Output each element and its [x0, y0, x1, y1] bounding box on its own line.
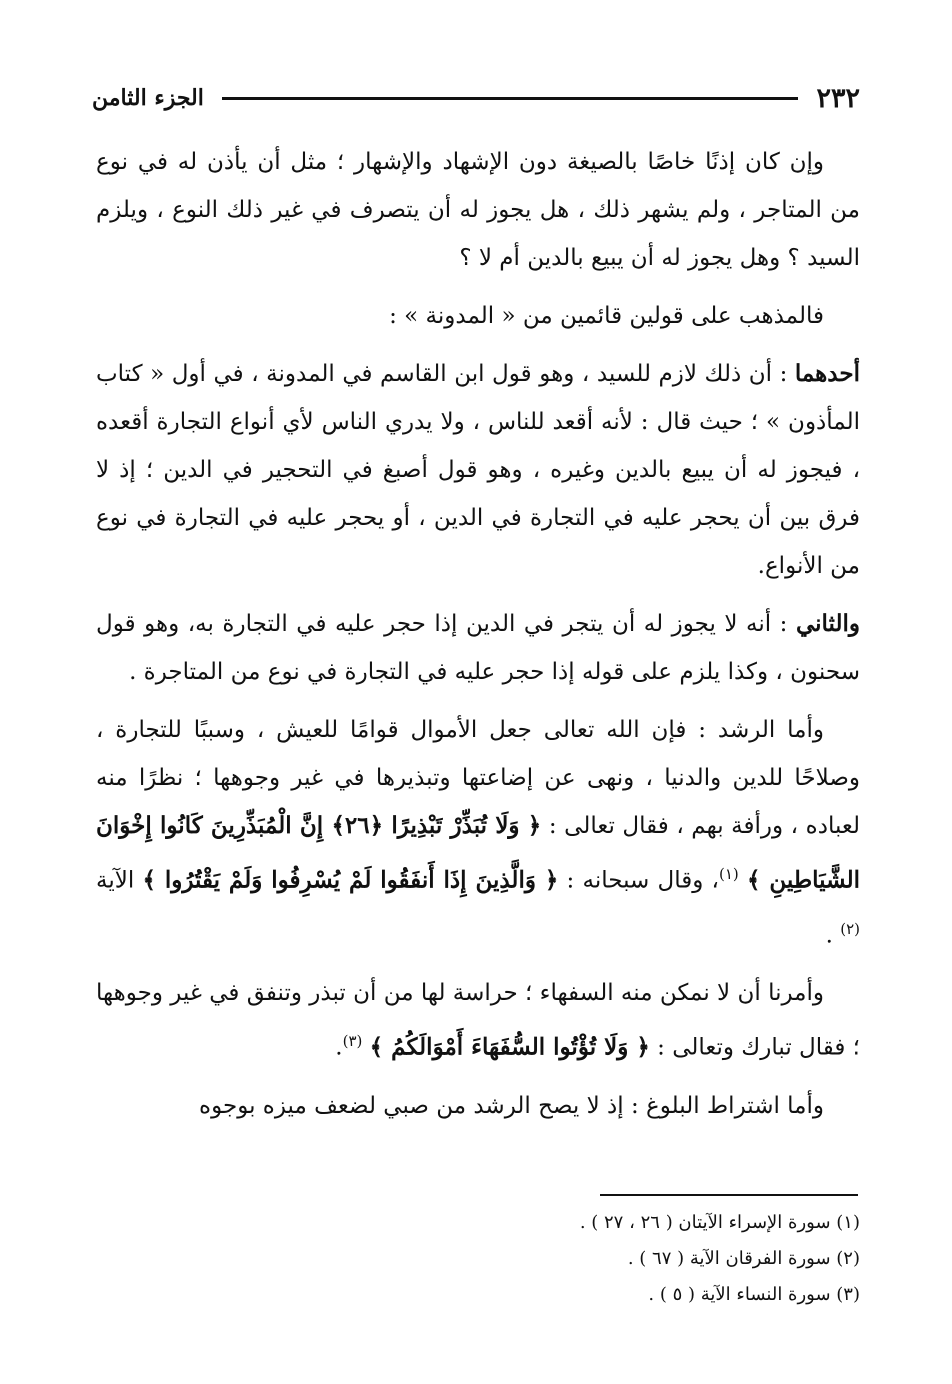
page-header [92, 78, 860, 118]
footnotes [96, 1205, 860, 1313]
paragraph [96, 706, 860, 959]
paragraph [96, 600, 860, 696]
footnote-ref: (٢) [840, 919, 860, 938]
quran-verse: ﴿ وَلَا تُؤْتُوا السُّفَهَاءَ أَمْوَالَكُمُ ﴾ [369, 1033, 650, 1061]
footnote-ref: (٣) [342, 1032, 363, 1051]
footnote-ref: (١) [718, 865, 739, 883]
paragraph [96, 292, 860, 340]
header-rule [222, 97, 799, 100]
paragraph [96, 1082, 860, 1130]
paragraph-text: . [335, 1034, 343, 1061]
page-number: ٢٣٢ [816, 82, 860, 114]
footnote: (٢) سورة الفرقان الآية ( ٦٧ ) . [627, 1248, 860, 1269]
paragraph-lead: والثاني [795, 610, 860, 637]
paragraph-text: الآية [96, 867, 143, 894]
quran-verse: ﴿ وَلَا تُبَذِّرْ تَبْذِيرًا ﴿٢٦﴾ إِنَّ الْمُبَذِّرِينَ كَانُوا إِخْوَانَ الشَّيَاطِينِ ﴾ [96, 812, 860, 894]
paragraph-lead: أحدهما [794, 360, 860, 387]
paragraph [96, 138, 860, 282]
paragraph [96, 350, 860, 590]
part-title: الجزء الثامن [92, 85, 204, 111]
main-text [96, 138, 860, 1140]
footnote: (١) سورة الإسراء الآيتان ( ٢٦ ، ٢٧ ) . [579, 1212, 860, 1233]
paragraph-text: : أن ذلك لازم للسيد ، وهو قول ابن القاسم في المدونة ، في أول « كتاب المأذون » ؛ حيث قال : لأنه أقعد للناس ، ولا يدري الناس لأي أنواع التجارة أقعده ، فيجوز له أن يبيع بالدين وغيره ، وهو قول أصبغ في التحجير في الدين ؛ إذ لا فرق بين أن يحجر عليه في التجارة في الدين ، أو يحجر عليه في التجارة في نوع من الأنواع. [96, 361, 860, 579]
paragraph-text: وأما اشتراط البلوغ : إذ لا يصح الرشد من صبي لضعف ميزه بوجوه [199, 1092, 824, 1119]
paragraph-text: . [825, 922, 841, 949]
footnote-rule [600, 1194, 858, 1196]
paragraph-text: وإن كان إذنًا خاصًا بالصيغة دون الإشهاد والإشهار ؛ مثل أن يأذن له في نوع من المتاجر ، ولم يشهر ذلك ، هل يجوز له أن يتصرف في غير ذلك النوع ، ويلزم السيد ؟ وهل يجوز له أن يبيع بالدين أم لا ؟ [96, 149, 860, 271]
paragraph [96, 969, 860, 1072]
paragraph-text: وأمرنا أن لا نمكن منه السفهاء ؛ حراسة لها من أن تبذر وتنفق في غير وجوهها ؛ فقال تبارك وتعالى : [96, 980, 860, 1061]
paragraph-text: : أنه لا يجوز له أن يتجر في الدين إذا حجر عليه في التجارة به، وهو قول سحنون ، وكذا يلزم على قوله إذا حجر عليه في التجارة في نوع من المتاجرة . [96, 611, 860, 685]
paragraph-text: وأما الرشد : فإن الله تعالى جعل الأموال قوامًا للعيش ، وسببًا للتجارة ، وصلاحًا للدين والدنيا ، ونهى عن إضاعتها وتبذيرها في غير وجوهها ؛ نظرًا منه لعباده ، ورأفة بهم ، فقال تعالى : [96, 717, 860, 839]
quran-verse: ﴿ وَالَّذِينَ إِذَا أَنفَقُوا لَمْ يُسْرِفُوا وَلَمْ يَقْتُرُوا ﴾ [142, 866, 559, 894]
paragraph-text: ، وقال سبحانه : [558, 867, 719, 894]
footnote: (٣) سورة النساء الآية ( ٥ ) . [648, 1284, 860, 1305]
paragraph-text: فالمذهب على قولين قائمين من « المدونة » : [389, 303, 824, 329]
